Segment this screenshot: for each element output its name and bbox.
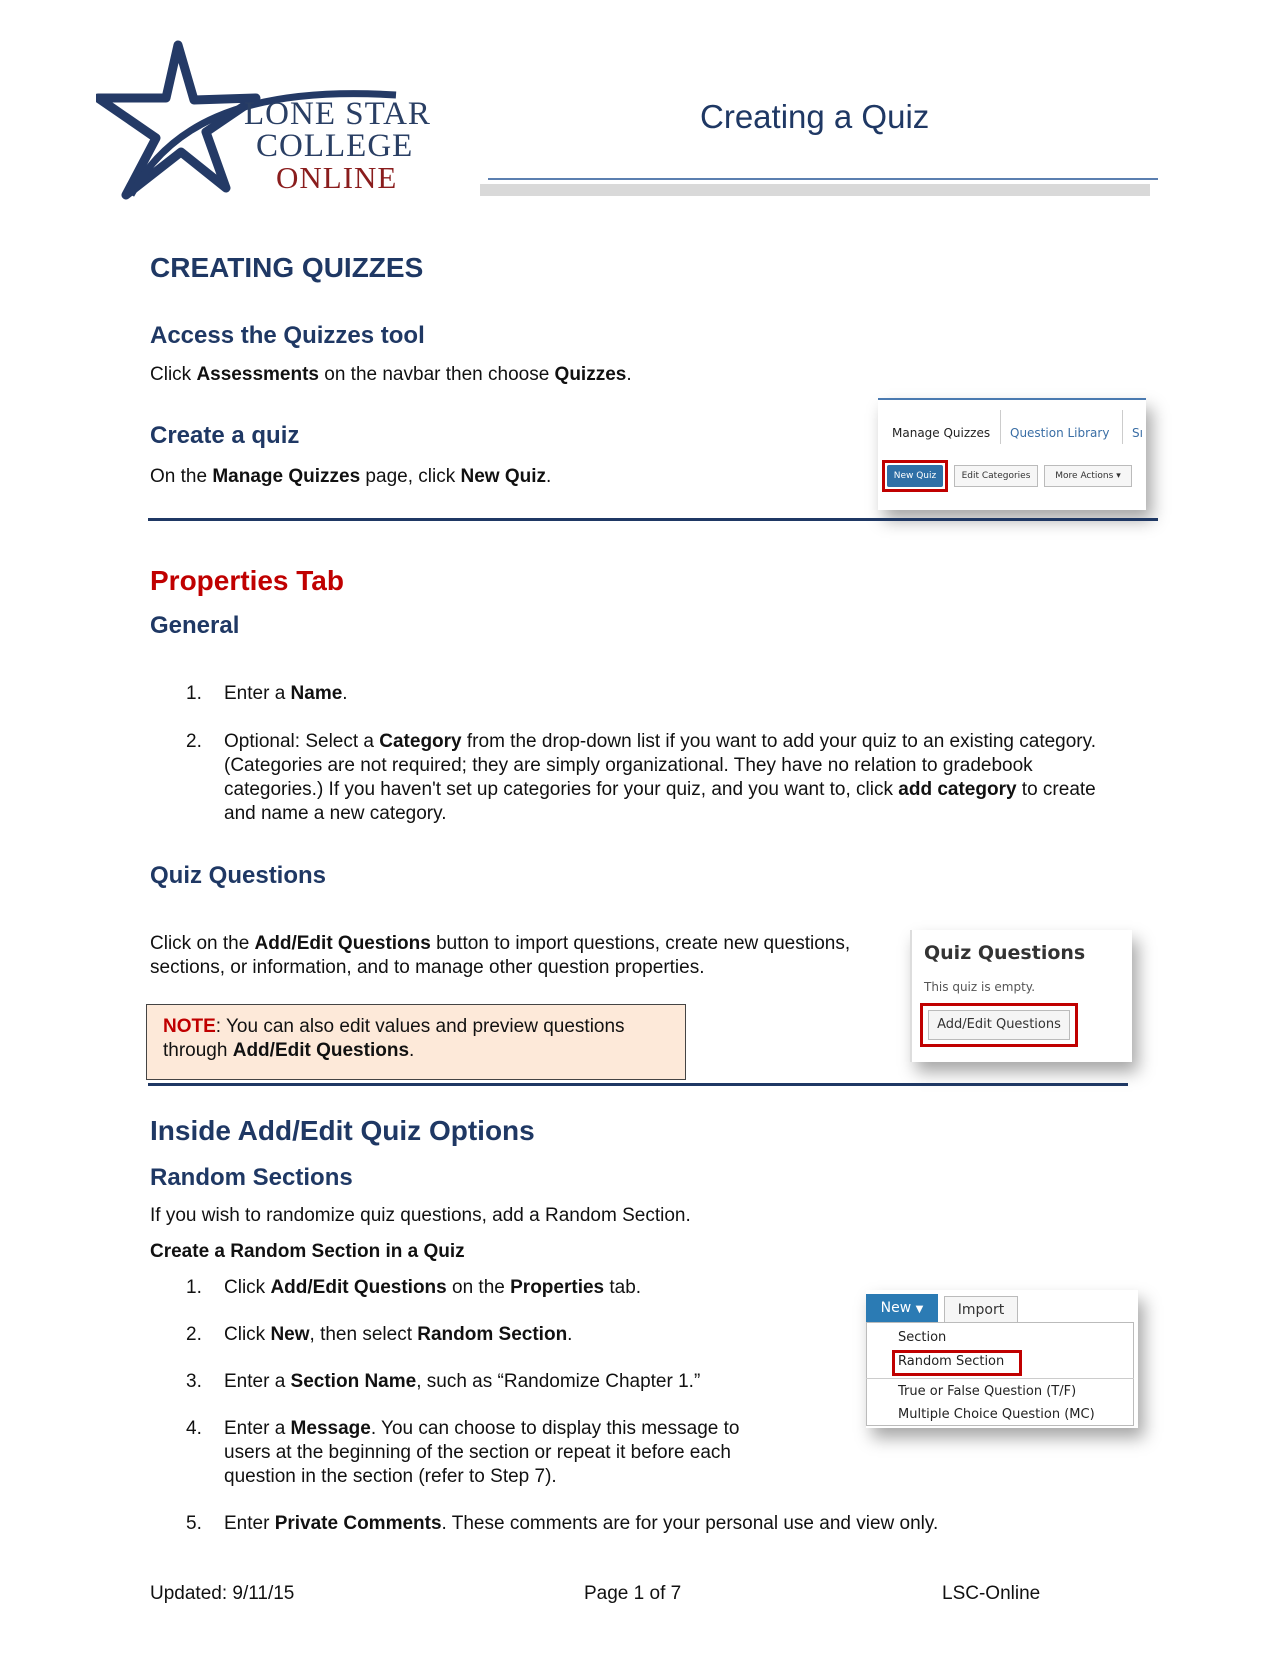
- tab-divider: [1000, 410, 1001, 444]
- list-item: 2. Optional: Select a Category from the drop-down list if you want to add your quiz to an existing category. (Categories are not required; they are simply organizational. They have no relation to gradebook categories.) If you haven't set up categories for your quiz, and you want to, click add category to create and name a new category.: [186, 731, 1096, 824]
- quiz-empty-text: This quiz is empty.: [924, 980, 1036, 994]
- tab-manage-quizzes[interactable]: Manage Quizzes: [892, 426, 991, 440]
- logo-line-2: COLLEGE: [256, 128, 414, 164]
- footer-updated: Updated: 9/11/15: [150, 1583, 295, 1604]
- heading-inside-add-edit: Inside Add/Edit Quiz Options: [150, 1115, 535, 1146]
- document-title: Creating a Quiz: [700, 98, 930, 135]
- chevron-down-icon: ▼: [915, 1304, 924, 1315]
- new-button[interactable]: [866, 1294, 938, 1322]
- footer-page-number: Page 1 of 7: [584, 1583, 682, 1604]
- tab-divider-2: [1122, 410, 1123, 444]
- quiz-questions-text: Click on the Add/Edit Questions button to import questions, create new questions, sections, or information, and to manage other question properties.: [150, 933, 851, 978]
- new-menu-screenshot: [866, 1290, 1138, 1428]
- import-tab[interactable]: Import: [944, 1296, 1018, 1322]
- highlight-add-edit-questions: [920, 1003, 1078, 1047]
- menu-item-section[interactable]: Section: [898, 1330, 947, 1345]
- logo: [96, 40, 436, 205]
- list-item: 2. Click New, then select Random Section.: [186, 1324, 573, 1345]
- add-edit-questions-button[interactable]: Add/Edit Questions: [928, 1010, 1070, 1040]
- list-item: 1. Click Add/Edit Questions on the Properties tab.: [186, 1277, 642, 1298]
- menu-item-random-section[interactable]: Random Section: [898, 1354, 1005, 1369]
- random-sections-text: If you wish to randomize quiz questions, add a Random Section.: [150, 1205, 691, 1226]
- note-box: NOTE: You can also edit values and preview questions through Add/Edit Questions.: [146, 1004, 686, 1080]
- highlight-new-quiz: [882, 460, 948, 492]
- section-heading-creating-quizzes: CREATING QUIZZES: [150, 252, 424, 283]
- note-label: NOTE: [163, 1016, 216, 1037]
- section-divider-2: [148, 1083, 1128, 1086]
- logo-line-1: LONE STAR: [244, 96, 431, 132]
- section-divider-1: [148, 518, 1158, 521]
- manage-quizzes-screenshot: [878, 398, 1146, 510]
- edit-categories-button[interactable]: Edit Categories: [954, 465, 1038, 487]
- quiz-questions-title: Quiz Questions: [924, 942, 1086, 964]
- tab-question-library[interactable]: Question Library: [1010, 426, 1110, 440]
- menu-item-multiple-choice[interactable]: Multiple Choice Question (MC): [898, 1407, 1095, 1422]
- title-shadow-bar: [480, 184, 1150, 196]
- menu-divider: [866, 1378, 1134, 1379]
- more-actions-button[interactable]: [1044, 465, 1132, 487]
- tab-strip-line: [878, 398, 1146, 400]
- heading-properties-tab: Properties Tab: [150, 565, 344, 596]
- heading-random-sections: Random Sections: [150, 1164, 353, 1191]
- list-item: 4. Enter a Message. You can choose to display this message to users at the beginning of the section or repeat it before each question in the section (refer to Step 7).: [186, 1418, 740, 1487]
- create-instructions: On the Manage Quizzes page, click New Quiz.: [150, 466, 552, 487]
- access-instructions: Click Assessments on the navbar then choose Quizzes.: [150, 364, 632, 385]
- list-item: 3. Enter a Section Name, such as “Randomize Chapter 1.”: [186, 1371, 701, 1392]
- heading-quiz-questions: Quiz Questions: [150, 862, 327, 889]
- title-underline: [488, 178, 1158, 180]
- heading-access-quizzes: Access the Quizzes tool: [150, 322, 425, 349]
- chevron-down-icon: ▾: [1116, 471, 1121, 481]
- heading-create-quiz: Create a quiz: [150, 422, 300, 449]
- footer-org: LSC-Online: [942, 1583, 1041, 1604]
- logo-line-3: ONLINE: [276, 160, 398, 195]
- new-quiz-button[interactable]: New Quiz: [887, 465, 943, 487]
- list-item: 5. Enter Private Comments. These comments are for your personal use and view only.: [186, 1513, 939, 1534]
- heading-general: General: [150, 612, 240, 639]
- highlight-random-section: [892, 1350, 1022, 1376]
- list-item: 1. Enter a Name.: [186, 683, 348, 704]
- quiz-questions-screenshot: [910, 930, 1132, 1062]
- tab-partial[interactable]: Sı: [1132, 426, 1143, 440]
- new-button-label: New: [880, 1300, 912, 1316]
- menu-item-true-false[interactable]: True or False Question (T/F): [898, 1384, 1077, 1399]
- create-random-heading: Create a Random Section in a Quiz: [150, 1241, 465, 1262]
- general-steps: [148, 682, 1108, 826]
- more-actions-label: More Actions: [1055, 471, 1114, 481]
